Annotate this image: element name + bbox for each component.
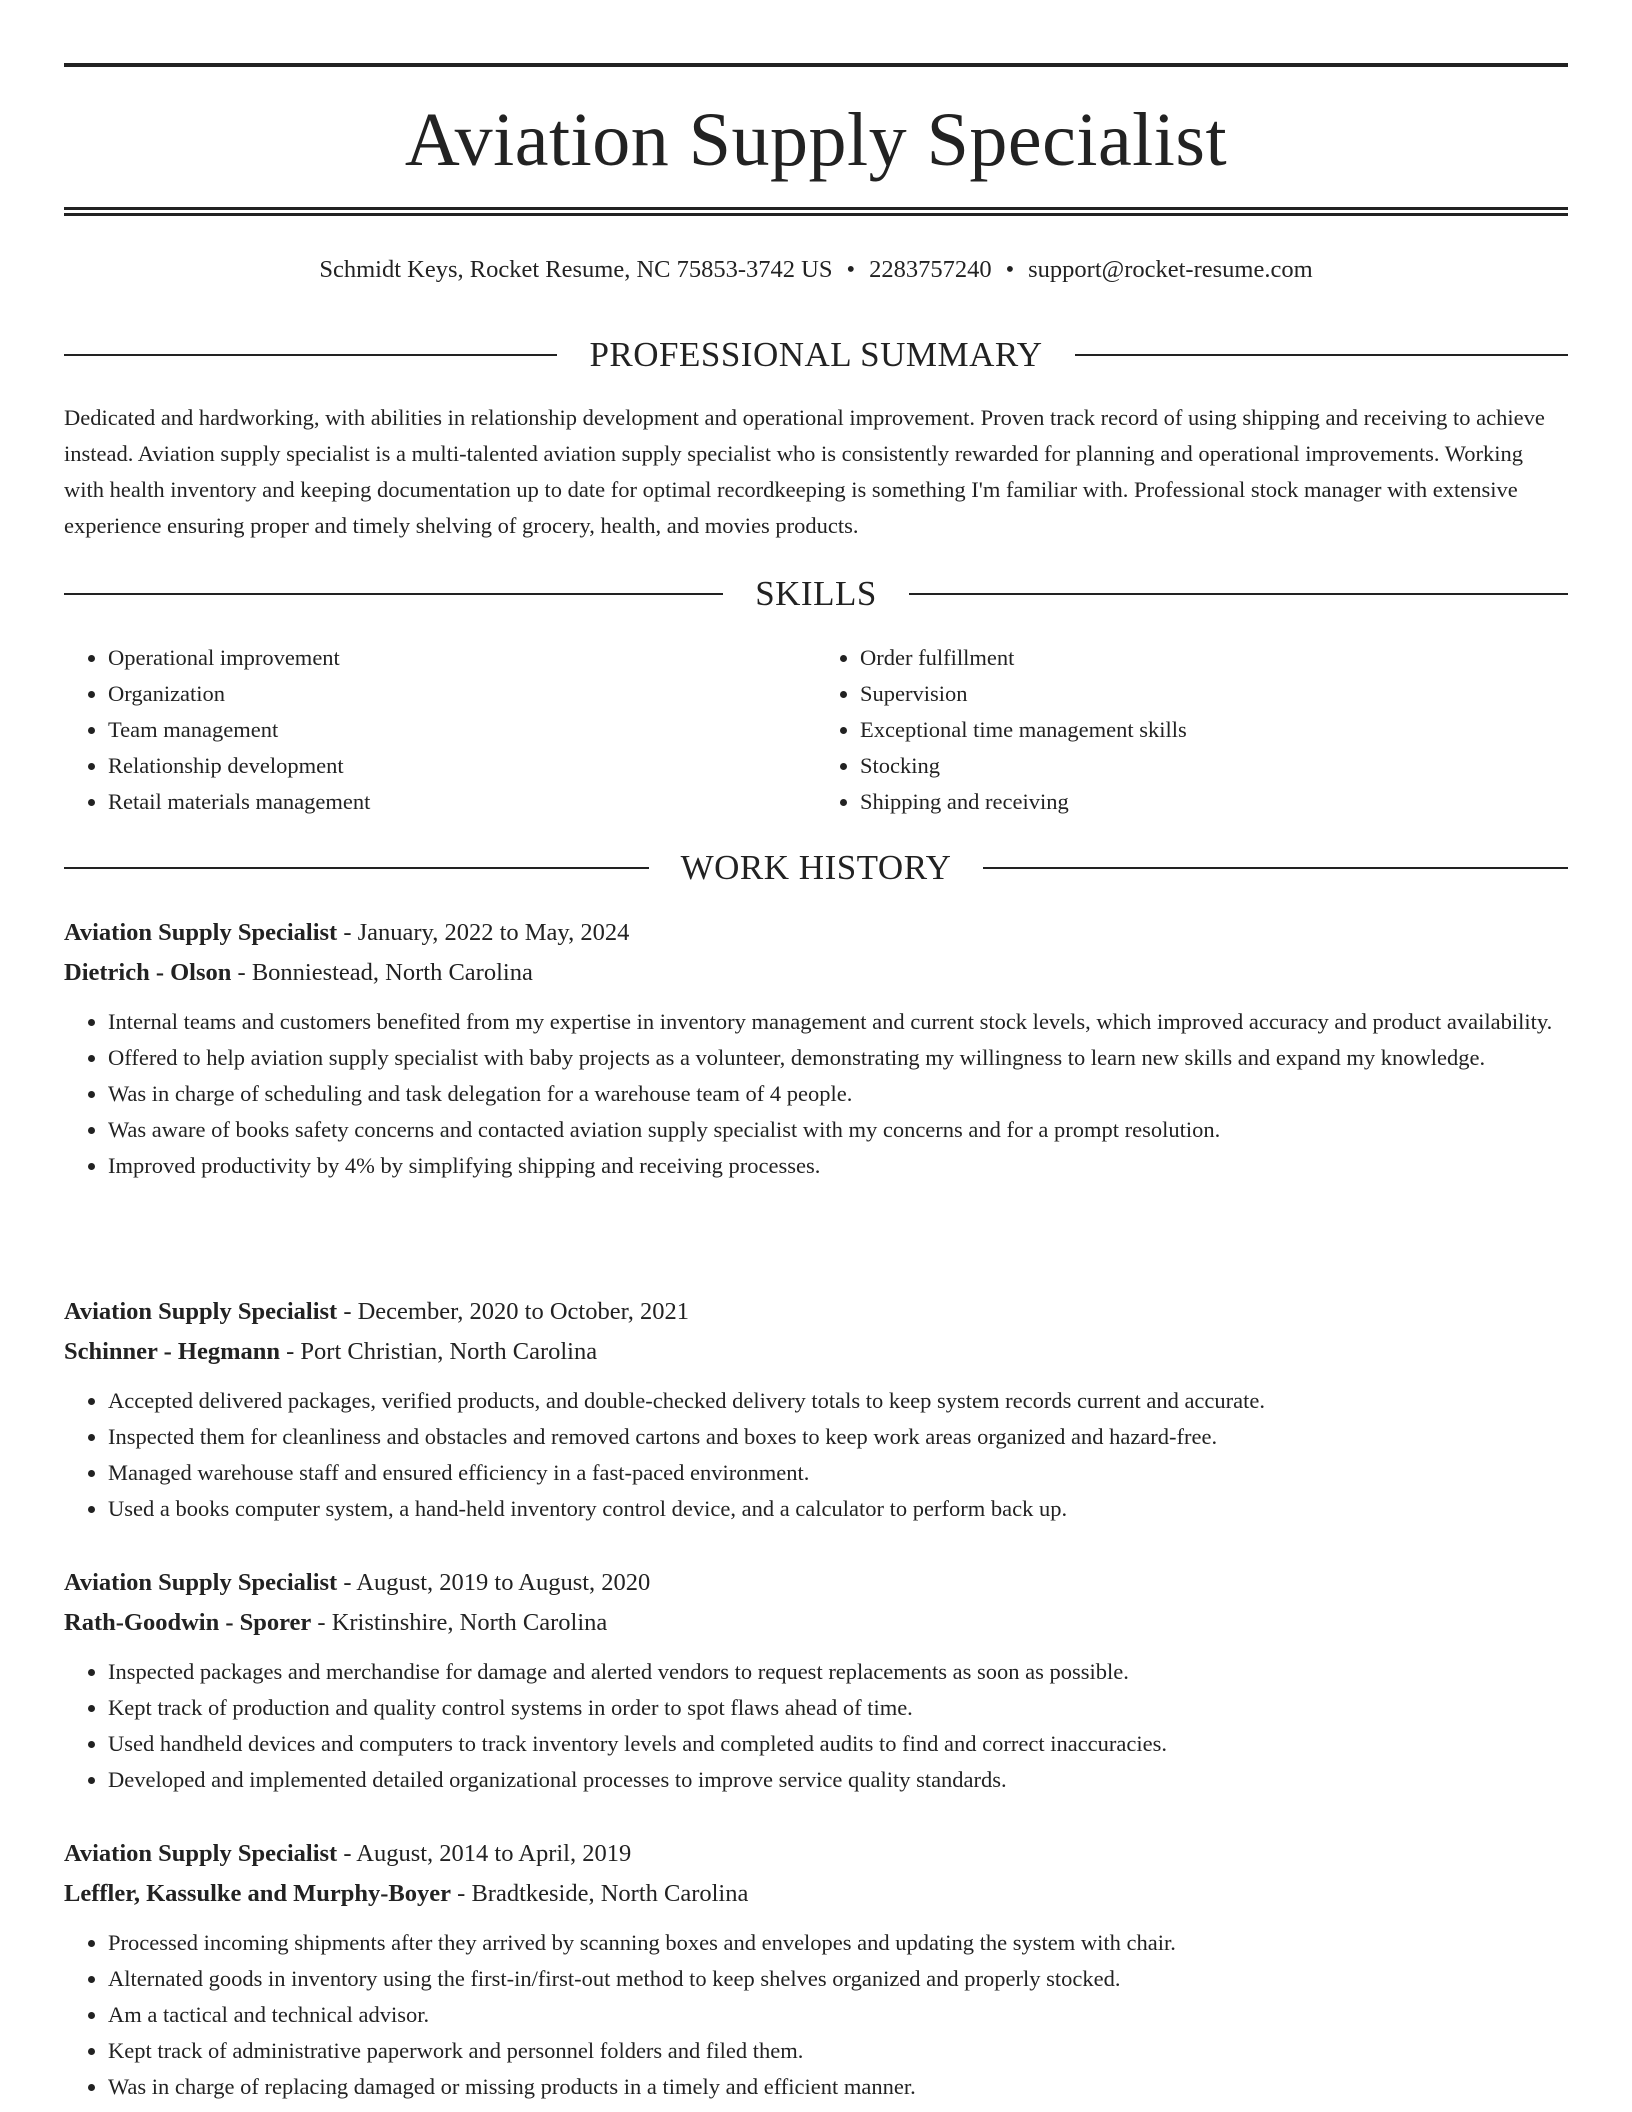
job-bullet: • Accepted delivered packages, verified products, and double-checked delivery totals to keep system records current and accurate. bbox=[108, 1383, 1568, 1419]
job-bullets bbox=[64, 1654, 1568, 1798]
contact-email: support@rocket-resume.com bbox=[1028, 256, 1313, 283]
heading-rule bbox=[1075, 354, 1568, 356]
job-bullets bbox=[64, 1004, 1568, 1184]
job-entry bbox=[64, 913, 1568, 1184]
job-company-line bbox=[64, 1874, 1568, 1914]
job-company-line bbox=[64, 1332, 1568, 1372]
job-title-line bbox=[64, 1563, 1568, 1603]
skill-item: • Supervision bbox=[860, 676, 1568, 712]
job-location: - Bradtkeside, North Carolina bbox=[457, 1880, 749, 1907]
skill-item: • Operational improvement bbox=[108, 640, 816, 676]
job-title: Aviation Supply Specialist bbox=[64, 1840, 338, 1867]
job-title: Aviation Supply Specialist bbox=[64, 919, 338, 946]
job-dates: - January, 2022 to May, 2024 bbox=[343, 919, 630, 946]
job-bullet: • Was in charge of scheduling and task delegation for a warehouse team of 4 people. bbox=[108, 1076, 1568, 1112]
job-bullet: • Was in charge of replacing damaged or missing products in a timely and efficient manner. bbox=[108, 2069, 1568, 2105]
job-location: - Kristinshire, North Carolina bbox=[317, 1609, 608, 1636]
job-bullet: • Improved productivity by 4% by simplifying shipping and receiving processes. bbox=[108, 1148, 1568, 1184]
job-bullet: • Managed warehouse staff and ensured efficiency in a fast-paced environment. bbox=[108, 1455, 1568, 1491]
skill-item: • Relationship development bbox=[108, 748, 816, 784]
job-bullets bbox=[64, 1925, 1568, 2105]
job-bullet: • Inspected them for cleanliness and obstacles and removed cartons and boxes to keep work areas organized and hazard-free. bbox=[108, 1419, 1568, 1455]
job-company-line bbox=[64, 1603, 1568, 1643]
job-company: Dietrich - Olson bbox=[64, 959, 232, 986]
work-history-heading-label: WORK HISTORY bbox=[680, 848, 952, 887]
contact-phone: 2283757240 bbox=[869, 256, 992, 283]
job-bullet: • Used handheld devices and computers to track inventory levels and completed audits to find and correct inaccuracies. bbox=[108, 1726, 1568, 1762]
job-title-line bbox=[64, 1292, 1568, 1332]
job-bullet: • Was aware of books safety concerns and contacted aviation supply specialist with my concerns and for a prompt resolution. bbox=[108, 1112, 1568, 1148]
job-bullet: • Kept track of administrative paperwork and personnel folders and filed them. bbox=[108, 2033, 1568, 2069]
skill-item: • Exceptional time management skills bbox=[860, 712, 1568, 748]
heading-rule bbox=[983, 867, 1568, 869]
summary-text: Dedicated and hardworking, with abilities in relationship development and operational improvement. Proven track record of using shipping and receiving to achieve instead. Aviation supply specialist is a multi-talented aviation supply specialist who is consistently rewarded for planning and operational improvements. Working with health inventory and keeping documentation up to date for optimal recordkeeping is something I'm familiar with. Professional stock manager with extensive experience ensuring proper and timely shelving of grocery, health, and movies products. bbox=[64, 405, 1545, 538]
skills-heading-label: SKILLS bbox=[755, 574, 877, 613]
job-dates: - August, 2019 to August, 2020 bbox=[343, 1569, 651, 1596]
contact-line bbox=[64, 252, 1568, 288]
job-entry bbox=[64, 1563, 1568, 1798]
job-company-line bbox=[64, 953, 1568, 993]
job-title: Aviation Supply Specialist bbox=[64, 1298, 338, 1325]
skill-item: • Order fulfillment bbox=[860, 640, 1568, 676]
skills-column-right bbox=[816, 640, 1568, 820]
job-entry bbox=[64, 1292, 1568, 1527]
job-dates: - August, 2014 to April, 2019 bbox=[343, 1840, 632, 1867]
job-bullet: • Internal teams and customers benefited from my expertise in inventory management and current stock levels, which improved accuracy and product availability. bbox=[108, 1004, 1568, 1040]
summary-heading bbox=[64, 335, 1568, 375]
job-company: Rath-Goodwin - Sporer bbox=[64, 1609, 312, 1636]
job-bullet: • Inspected packages and merchandise for damage and alerted vendors to request replacements as soon as possible. bbox=[108, 1654, 1568, 1690]
job-bullets bbox=[64, 1383, 1568, 1527]
skill-item: • Team management bbox=[108, 712, 816, 748]
skills-column-left bbox=[64, 640, 816, 820]
job-dates: - December, 2020 to October, 2021 bbox=[343, 1298, 690, 1325]
contact-address: Schmidt Keys, Rocket Resume, NC 75853-3742 US bbox=[319, 256, 833, 283]
skills-heading bbox=[64, 574, 1568, 614]
skills-list bbox=[64, 640, 1568, 820]
job-bullet: • Alternated goods in inventory using the first-in/first-out method to keep shelves organized and properly stocked. bbox=[108, 1961, 1568, 1997]
job-location: - Bonniestead, North Carolina bbox=[237, 959, 533, 986]
job-company: Schinner - Hegmann bbox=[64, 1338, 280, 1365]
job-location: - Port Christian, North Carolina bbox=[286, 1338, 598, 1365]
resume-name: Aviation Supply Specialist bbox=[404, 98, 1228, 182]
skill-item: • Shipping and receiving bbox=[860, 784, 1568, 820]
job-title-line bbox=[64, 1834, 1568, 1874]
top-rule bbox=[64, 63, 1568, 67]
summary-heading-label: PROFESSIONAL SUMMARY bbox=[589, 335, 1043, 374]
contact-separator: • bbox=[1005, 256, 1015, 283]
job-title-line bbox=[64, 913, 1568, 953]
contact-separator: • bbox=[846, 256, 856, 283]
job-bullet: • Processed incoming shipments after they arrived by scanning boxes and envelopes and updating the system with chair. bbox=[108, 1925, 1568, 1961]
heading-rule bbox=[909, 593, 1568, 595]
job-bullet: • Am a tactical and technical advisor. bbox=[108, 1997, 1568, 2033]
heading-rule bbox=[64, 593, 723, 595]
double-rule bbox=[64, 207, 1568, 216]
skill-item: • Retail materials management bbox=[108, 784, 816, 820]
job-bullet: • Used a books computer system, a hand-held inventory control device, and a calculator to perform back up. bbox=[108, 1491, 1568, 1527]
job-bullet: • Developed and implemented detailed organizational processes to improve service quality standards. bbox=[108, 1762, 1568, 1798]
job-title: Aviation Supply Specialist bbox=[64, 1569, 338, 1596]
skill-item: • Organization bbox=[108, 676, 816, 712]
work-history-heading bbox=[64, 848, 1568, 888]
job-company: Leffler, Kassulke and Murphy-Boyer bbox=[64, 1880, 452, 1907]
skill-item: • Stocking bbox=[860, 748, 1568, 784]
heading-rule bbox=[64, 867, 649, 869]
heading-rule bbox=[64, 354, 557, 356]
job-bullet: • Offered to help aviation supply specialist with baby projects as a volunteer, demonstrating my willingness to learn new skills and expand my knowledge. bbox=[108, 1040, 1568, 1076]
job-entry bbox=[64, 1834, 1568, 2105]
job-bullet: • Kept track of production and quality control systems in order to spot flaws ahead of time. bbox=[108, 1690, 1568, 1726]
